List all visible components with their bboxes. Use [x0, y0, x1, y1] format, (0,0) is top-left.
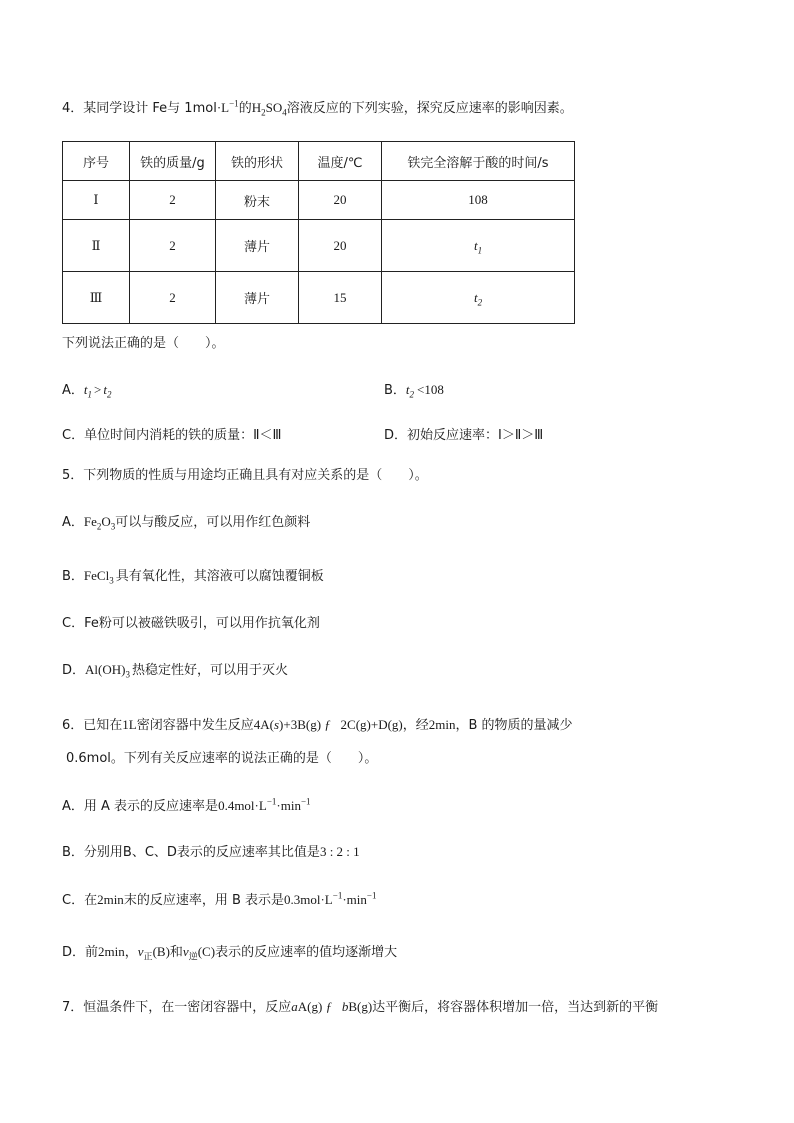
table-cell: Ⅲ	[63, 272, 130, 324]
table-cell: 20	[299, 181, 382, 220]
table-cell: 108	[382, 181, 575, 220]
q5-option-d: D．$Al(OH)_3$ 热稳定性好，可以用于灭火	[62, 662, 288, 680]
table-cell-t1: $t_1$	[382, 220, 575, 272]
table-cell: 20	[299, 220, 382, 272]
table-cell: 2	[130, 181, 216, 220]
q6-option-b: B．分别用B、C、D表示的反应速率其比值是3 : 2 : 1	[62, 844, 360, 860]
q6-stem: 6．已知在1L密闭容器中发生反应4A(s)+3B(g) ƒ 2C(g)+D(g)，经2min，B 的物质的量减少	[62, 717, 573, 733]
table-row	[63, 181, 575, 220]
table-header: 序号	[63, 142, 130, 181]
q6-equation: 4A(s)+3B(g) ƒ 2C(g)+D(g)	[253, 717, 403, 732]
q4-stem: 4．某同学设计 Fe与 $1mol\cdot L^{-1}$的$H_2SO_4$溶液反应的下列实验，探究反应速率的影响因素。	[62, 98, 573, 118]
q5-fecl3: FeCl$_3$	[83, 568, 114, 586]
q6-option-a: A．用 A 表示的反应速率是$0.4mol\cdot L^{-1}\cdot\min^{-1}$	[62, 796, 311, 814]
table-cell: 15	[299, 272, 382, 324]
q5-option-a: A．$Fe_2O_3$可以与酸反应，可以用作红色颜料	[62, 514, 311, 532]
table-cell: 薄片	[216, 220, 299, 272]
q4-option-c: C．单位时间内消耗的铁的质量：Ⅱ＜Ⅲ	[62, 428, 282, 443]
q4-h2so4: $H_2SO_4$	[251, 100, 287, 118]
table-header: 铁的质量/g	[130, 142, 216, 181]
q6-option-d: D．前2min，$v_正(B)$和$v_逆(C)$表示的反应速率的值均逐渐增大	[62, 944, 398, 962]
table-cell: Ⅰ	[63, 181, 130, 220]
table-row	[63, 272, 575, 324]
q6-v-forward: $v_正(B)$	[137, 944, 170, 962]
q5-fe2o3: $Fe_2O_3$	[83, 514, 116, 532]
table-header-row	[63, 142, 575, 181]
table-cell: 粉末	[216, 181, 299, 220]
q5-aloh3: $Al(OH)_3$	[85, 662, 130, 680]
table-header: 铁的形状	[216, 142, 299, 181]
q6-stem-line2: 0.6mol。下列有关反应速率的说法正确的是（ ）。	[66, 751, 378, 766]
q6-option-c: C．在2min末的反应速率，用 B 表示是$0.3mol\cdot L^{-1}\cdot\min^{-1}$	[62, 890, 377, 908]
q7-equation: aA(g) ƒ bB(g)	[291, 999, 373, 1014]
table-header: 温度/℃	[299, 142, 382, 181]
q6-v-reverse: $v_逆(C)$	[182, 944, 216, 962]
table-cell: 2	[130, 272, 216, 324]
q5-option-b: B．FeCl$_3$ 具有氧化性，其溶液可以腐蚀覆铜板	[62, 568, 324, 586]
table-cell: 薄片	[216, 272, 299, 324]
q4-prompt: 下列说法正确的是（ ）。	[62, 336, 225, 351]
table-header: 铁完全溶解于酸的时间/s	[382, 142, 575, 181]
q4-option-a: A．$t_1 > t_2$	[62, 382, 112, 400]
q7-stem: 7．恒温条件下，在一密闭容器中，反应aA(g) ƒ bB(g)达平衡后，将容器体积增加一倍，当达到新的平衡	[62, 999, 659, 1015]
q4-exp: −1	[229, 98, 239, 109]
table-row	[63, 220, 575, 272]
q4-dot: ·	[216, 100, 222, 115]
q4-option-b: B．$t_2 <108$	[384, 382, 444, 400]
q5-stem: 5．下列物质的性质与用途均正确且具有对应关系的是（ ）。	[62, 468, 428, 483]
q4-table	[62, 141, 575, 324]
q4-option-d: D．初始反应速率：Ⅰ＞Ⅱ＞Ⅲ	[384, 428, 544, 443]
table-cell: 2	[130, 220, 216, 272]
q5-option-c: C．Fe粉可以被磁铁吸引，可以用作抗氧化剂	[62, 616, 320, 631]
table-cell: Ⅱ	[63, 220, 130, 272]
table-cell-t2: $t_2$	[382, 272, 575, 324]
